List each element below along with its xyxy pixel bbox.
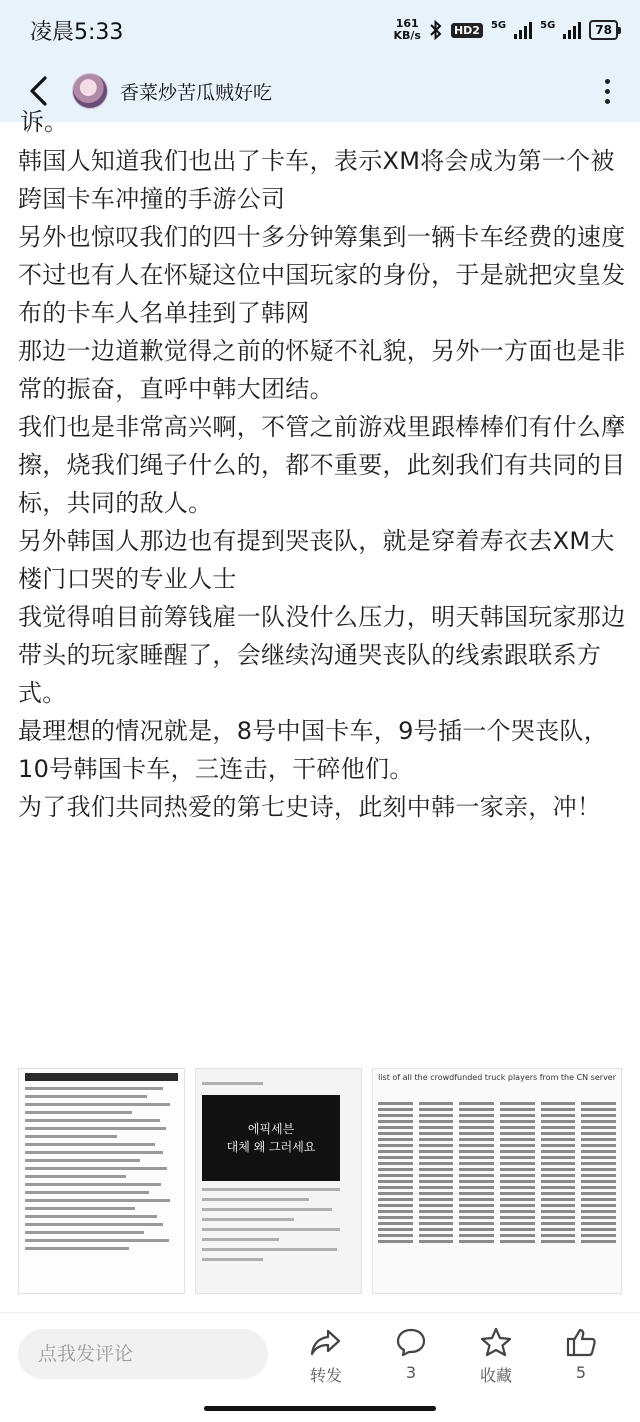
post-paragraph: 另外韩国人那边也有提到哭丧队，就是穿着寿衣去XM大楼门口哭的专业人士	[18, 527, 615, 593]
star-icon	[480, 1327, 512, 1357]
share-button[interactable]	[291, 1327, 361, 1386]
like-button[interactable]	[546, 1327, 616, 1382]
speed-unit: KB/s	[393, 29, 421, 42]
hd-badge: HD2	[451, 23, 483, 38]
network-type-2: 5G	[540, 19, 556, 31]
share-icon	[310, 1327, 342, 1357]
post-paragraph: 韩国人知道我们也出了卡车，表示XM将会成为第一个被跨国卡车冲撞的手游公司	[18, 147, 615, 213]
back-button[interactable]	[18, 71, 58, 111]
comment-input[interactable]	[18, 1329, 268, 1379]
network-speed	[393, 18, 420, 42]
more-dot-icon	[605, 79, 610, 84]
username[interactable]: 香菜炒苦瓜贼好吃	[120, 81, 273, 104]
list-grid	[378, 1102, 616, 1243]
like-count: 5	[575, 1363, 587, 1382]
comment-button[interactable]	[376, 1327, 446, 1382]
battery-icon	[589, 20, 618, 40]
battery-level: 78	[595, 23, 612, 37]
post-paragraph: 那边一边道歉觉得之前的怀疑不礼貌，另外一方面也是非常的振奋，直呼中韩大团结。	[18, 337, 626, 403]
network-type-1: 5G	[490, 19, 507, 31]
status-icons	[393, 18, 618, 42]
post-paragraph: 我觉得咱目前筹钱雇一队没什么压力，明天韩国玩家那边带头的玩家睡醒了，会继续沟通哭丧队的线索跟联系方式。	[18, 603, 626, 707]
post-header	[0, 60, 640, 122]
video-preview	[202, 1095, 340, 1181]
post-paragraph: 另外也惊叹我们的四十多分钟筹集到一辆卡车经费的速度	[18, 223, 626, 251]
home-indicator[interactable]	[204, 1406, 436, 1411]
clipped-text-line: 诉。	[20, 108, 68, 136]
post-paragraph: 为了我们共同热爱的第七史诗，此刻中韩一家亲，冲！	[18, 793, 602, 821]
signal-icon-2	[563, 21, 581, 39]
image-thumbnails	[18, 1068, 622, 1294]
more-options-button[interactable]	[592, 71, 622, 111]
post-paragraph: 我们也是非常高兴啊，不管之前游戏里跟棒棒们有什么摩擦，烧我们绳子什么的，都不重要，此刻我们有共同的目标，共同的敌人。	[18, 413, 626, 517]
status-bar	[0, 0, 640, 60]
share-label: 转发	[309, 1366, 342, 1385]
post-paragraph: 最理想的情况就是，8号中国卡车，9号插一个哭丧队，10号韩国卡车，三连击，干碎他们。	[18, 717, 609, 783]
thumbnail-video-post[interactable]	[195, 1068, 362, 1294]
thumbnail-player-list[interactable]	[372, 1068, 622, 1294]
comment-icon	[395, 1327, 427, 1357]
avatar[interactable]	[72, 73, 108, 109]
signal-icon	[514, 21, 532, 39]
list-title: list of all the crowdfunded truck players from the CN server	[378, 1073, 617, 1082]
video-text: 대체 왜 그러세요	[226, 1140, 316, 1154]
speed-value: 161	[395, 17, 419, 30]
chevron-left-icon	[27, 75, 49, 107]
post-paragraph: 不过也有人在怀疑这位中国玩家的身份，于是就把灾皇发布的卡车人名单挂到了韩网	[18, 261, 626, 327]
thumbnail-article-screenshot[interactable]	[18, 1068, 185, 1294]
more-dot-icon	[605, 89, 610, 94]
more-dot-icon	[605, 99, 610, 104]
favorite-label: 收藏	[479, 1366, 512, 1385]
status-time: 凌晨5:33	[30, 19, 124, 45]
post-content	[18, 108, 630, 826]
comment-count: 3	[405, 1363, 417, 1382]
video-text: 에픽세븐	[247, 1122, 295, 1136]
bluetooth-icon	[429, 20, 443, 40]
thumbs-up-icon	[565, 1327, 597, 1357]
favorite-button[interactable]	[461, 1327, 531, 1386]
